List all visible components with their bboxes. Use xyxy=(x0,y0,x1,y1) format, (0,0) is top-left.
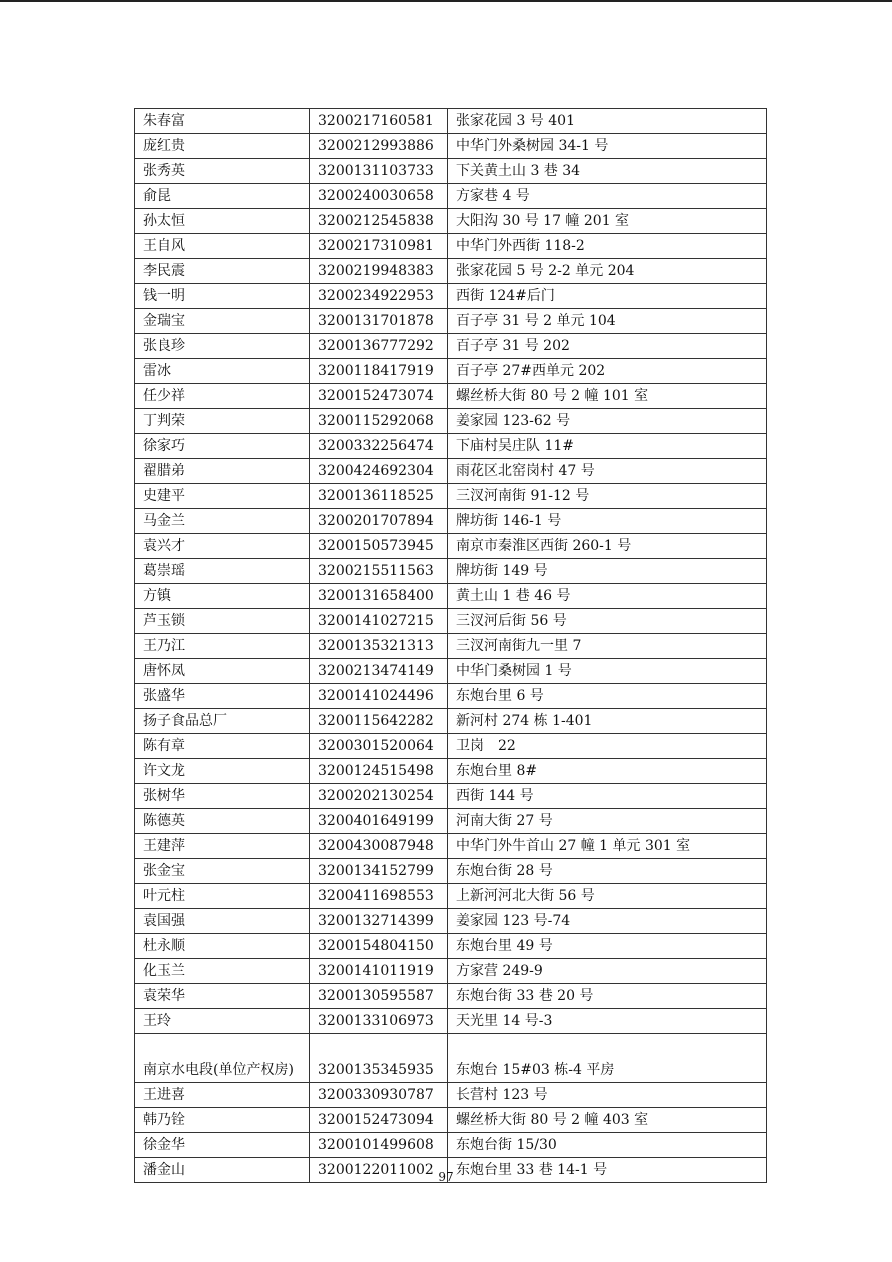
table-row xyxy=(135,434,767,459)
name-cell: 王乃江 xyxy=(135,634,310,659)
address-cell: 雨花区北窑岗村 47 号 xyxy=(448,459,767,484)
account-id-cell: 3200213474149 xyxy=(310,659,448,684)
address-cell: 东炮台里 6 号 xyxy=(448,684,767,709)
table-row xyxy=(135,1133,767,1158)
account-id-cell: 3200217310981 xyxy=(310,234,448,259)
name-cell: 许文龙 xyxy=(135,759,310,784)
table-row xyxy=(135,834,767,859)
table-row xyxy=(135,284,767,309)
name-cell: 史建平 xyxy=(135,484,310,509)
account-id-cell: 3200301520064 xyxy=(310,734,448,759)
name-cell: 王玲 xyxy=(135,1009,310,1034)
name-cell: 扬子食品总厂 xyxy=(135,709,310,734)
account-id-cell: 3200133106973 xyxy=(310,1009,448,1034)
table-row xyxy=(135,109,767,134)
name-cell: 方镇 xyxy=(135,584,310,609)
address-cell: 螺丝桥大街 80 号 2 幢 403 室 xyxy=(448,1108,767,1133)
table-row xyxy=(135,934,767,959)
account-id-cell: 3200134152799 xyxy=(310,859,448,884)
account-id-cell: 3200152473094 xyxy=(310,1108,448,1133)
name-cell: 李民震 xyxy=(135,259,310,284)
name-cell: 张树华 xyxy=(135,784,310,809)
account-id-cell: 3200131658400 xyxy=(310,584,448,609)
account-id-cell: 3200132714399 xyxy=(310,909,448,934)
name-cell: 张良珍 xyxy=(135,334,310,359)
name-cell: 杜永顺 xyxy=(135,934,310,959)
table-row xyxy=(135,1034,767,1083)
table-row xyxy=(135,134,767,159)
name-cell: 徐家巧 xyxy=(135,434,310,459)
name-cell: 韩乃铨 xyxy=(135,1108,310,1133)
name-cell: 化玉兰 xyxy=(135,959,310,984)
address-cell: 东炮台 15#03 栋-4 平房 xyxy=(448,1034,767,1083)
table-row xyxy=(135,584,767,609)
account-id-cell: 3200135345935 xyxy=(310,1034,448,1083)
table-row xyxy=(135,734,767,759)
table-row xyxy=(135,659,767,684)
account-id-cell: 3200118417919 xyxy=(310,359,448,384)
table-row xyxy=(135,884,767,909)
account-id-cell: 3200430087948 xyxy=(310,834,448,859)
account-id-cell: 3200234922953 xyxy=(310,284,448,309)
address-cell: 姜家园 123-62 号 xyxy=(448,409,767,434)
account-id-cell: 3200212545838 xyxy=(310,209,448,234)
table-row xyxy=(135,609,767,634)
address-cell: 大阳沟 30 号 17 幢 201 室 xyxy=(448,209,767,234)
account-id-cell: 3200240030658 xyxy=(310,184,448,209)
address-cell: 东炮台街 28 号 xyxy=(448,859,767,884)
name-cell: 袁国强 xyxy=(135,909,310,934)
name-cell: 袁兴才 xyxy=(135,534,310,559)
address-cell: 牌坊街 146-1 号 xyxy=(448,509,767,534)
name-cell: 雷冰 xyxy=(135,359,310,384)
table-row xyxy=(135,784,767,809)
table-row xyxy=(135,859,767,884)
address-cell: 新河村 274 栋 1-401 xyxy=(448,709,767,734)
account-id-cell: 3200424692304 xyxy=(310,459,448,484)
records-table xyxy=(134,108,767,1183)
address-cell: 三汊河南街九一里 7 xyxy=(448,634,767,659)
account-id-cell: 3200201707894 xyxy=(310,509,448,534)
address-cell: 天光里 14 号-3 xyxy=(448,1009,767,1034)
table-row xyxy=(135,759,767,784)
name-cell: 俞昆 xyxy=(135,184,310,209)
account-id-cell: 3200217160581 xyxy=(310,109,448,134)
table-row xyxy=(135,1009,767,1034)
address-cell: 张家花园 3 号 401 xyxy=(448,109,767,134)
address-cell: 东炮台里 8# xyxy=(448,759,767,784)
table-row xyxy=(135,184,767,209)
name-cell: 孙太恒 xyxy=(135,209,310,234)
address-cell: 东炮台街 15/30 xyxy=(448,1133,767,1158)
name-cell: 陈德英 xyxy=(135,809,310,834)
address-cell: 百子亭 31 号 2 单元 104 xyxy=(448,309,767,334)
table-row xyxy=(135,534,767,559)
name-cell: 潘金山 xyxy=(135,1158,310,1183)
account-id-cell: 3200330930787 xyxy=(310,1083,448,1108)
table-row xyxy=(135,559,767,584)
account-id-cell: 3200131103733 xyxy=(310,159,448,184)
name-cell: 徐金华 xyxy=(135,1133,310,1158)
table-row xyxy=(135,334,767,359)
name-cell: 张秀英 xyxy=(135,159,310,184)
address-cell: 南京市秦淮区西街 260-1 号 xyxy=(448,534,767,559)
account-id-cell: 3200115292068 xyxy=(310,409,448,434)
name-cell: 钱一明 xyxy=(135,284,310,309)
address-cell: 百子亭 31 号 202 xyxy=(448,334,767,359)
address-cell: 中华门桑树园 1 号 xyxy=(448,659,767,684)
address-cell: 卫岗 22 xyxy=(448,734,767,759)
account-id-cell: 3200130595587 xyxy=(310,984,448,1009)
table-row xyxy=(135,984,767,1009)
name-cell: 王进喜 xyxy=(135,1083,310,1108)
account-id-cell: 3200131701878 xyxy=(310,309,448,334)
address-cell: 螺丝桥大街 80 号 2 幢 101 室 xyxy=(448,384,767,409)
account-id-cell: 3200122011002 xyxy=(310,1158,448,1183)
page-number: 97 xyxy=(438,1170,454,1184)
account-id-cell: 3200141024496 xyxy=(310,684,448,709)
account-id-cell: 3200141011919 xyxy=(310,959,448,984)
name-cell: 翟腊弟 xyxy=(135,459,310,484)
name-cell: 张金宝 xyxy=(135,859,310,884)
address-cell: 西街 124#后门 xyxy=(448,284,767,309)
address-cell: 张家花园 5 号 2-2 单元 204 xyxy=(448,259,767,284)
name-cell: 朱春富 xyxy=(135,109,310,134)
address-cell: 上新河河北大街 56 号 xyxy=(448,884,767,909)
name-cell: 叶元柱 xyxy=(135,884,310,909)
table-row xyxy=(135,809,767,834)
name-cell: 王自风 xyxy=(135,234,310,259)
name-cell: 丁判荣 xyxy=(135,409,310,434)
address-cell: 长营村 123 号 xyxy=(448,1083,767,1108)
table-row xyxy=(135,209,767,234)
address-cell: 百子亭 27#西单元 202 xyxy=(448,359,767,384)
name-cell: 金瑞宝 xyxy=(135,309,310,334)
address-cell: 三汊河南街 91-12 号 xyxy=(448,484,767,509)
table-row xyxy=(135,384,767,409)
account-id-cell: 3200411698553 xyxy=(310,884,448,909)
table-row xyxy=(135,259,767,284)
address-cell: 方家巷 4 号 xyxy=(448,184,767,209)
top-border-line xyxy=(0,0,892,2)
name-cell: 葛崇瑶 xyxy=(135,559,310,584)
account-id-cell: 3200202130254 xyxy=(310,784,448,809)
table-row xyxy=(135,684,767,709)
records-table-body xyxy=(135,109,767,1183)
address-cell: 姜家园 123 号-74 xyxy=(448,909,767,934)
address-cell: 东炮台街 33 巷 20 号 xyxy=(448,984,767,1009)
address-cell: 东炮台里 33 巷 14-1 号 xyxy=(448,1158,767,1183)
address-cell: 河南大街 27 号 xyxy=(448,809,767,834)
name-cell: 王建萍 xyxy=(135,834,310,859)
account-id-cell: 3200136777292 xyxy=(310,334,448,359)
account-id-cell: 3200219948383 xyxy=(310,259,448,284)
name-cell: 唐怀凤 xyxy=(135,659,310,684)
address-cell: 中华门外牛首山 27 幢 1 单元 301 室 xyxy=(448,834,767,859)
address-cell: 方家营 249-9 xyxy=(448,959,767,984)
address-cell: 中华门外桑树园 34-1 号 xyxy=(448,134,767,159)
address-cell: 三汊河后街 56 号 xyxy=(448,609,767,634)
table-row xyxy=(135,309,767,334)
name-cell: 任少祥 xyxy=(135,384,310,409)
table-row xyxy=(135,634,767,659)
name-cell: 袁荣华 xyxy=(135,984,310,1009)
table-row xyxy=(135,409,767,434)
account-id-cell: 3200115642282 xyxy=(310,709,448,734)
name-cell: 庞红贵 xyxy=(135,134,310,159)
table-row xyxy=(135,1083,767,1108)
account-id-cell: 3200401649199 xyxy=(310,809,448,834)
account-id-cell: 3200135321313 xyxy=(310,634,448,659)
address-cell: 西街 144 号 xyxy=(448,784,767,809)
table-row xyxy=(135,909,767,934)
account-id-cell: 3200152473074 xyxy=(310,384,448,409)
address-cell: 中华门外西街 118-2 xyxy=(448,234,767,259)
name-cell: 马金兰 xyxy=(135,509,310,534)
table-row xyxy=(135,484,767,509)
account-id-cell: 3200101499608 xyxy=(310,1133,448,1158)
address-cell: 下关黄土山 3 巷 34 xyxy=(448,159,767,184)
table-row xyxy=(135,1108,767,1133)
address-cell: 东炮台里 49 号 xyxy=(448,934,767,959)
name-cell: 南京水电段(单位产权房) xyxy=(135,1034,310,1083)
account-id-cell: 3200212993886 xyxy=(310,134,448,159)
name-cell: 芦玉锁 xyxy=(135,609,310,634)
table-row xyxy=(135,359,767,384)
account-id-cell: 3200150573945 xyxy=(310,534,448,559)
table-row xyxy=(135,959,767,984)
account-id-cell: 3200215511563 xyxy=(310,559,448,584)
account-id-cell: 3200141027215 xyxy=(310,609,448,634)
name-cell: 陈有章 xyxy=(135,734,310,759)
account-id-cell: 3200124515498 xyxy=(310,759,448,784)
account-id-cell: 3200332256474 xyxy=(310,434,448,459)
table-row xyxy=(135,459,767,484)
table-row xyxy=(135,159,767,184)
address-cell: 黄土山 1 巷 46 号 xyxy=(448,584,767,609)
account-id-cell: 3200136118525 xyxy=(310,484,448,509)
name-cell: 张盛华 xyxy=(135,684,310,709)
address-cell: 牌坊街 149 号 xyxy=(448,559,767,584)
address-cell: 下庙村吴庄队 11# xyxy=(448,434,767,459)
account-id-cell: 3200154804150 xyxy=(310,934,448,959)
table-row xyxy=(135,234,767,259)
table-row xyxy=(135,709,767,734)
table-row xyxy=(135,509,767,534)
